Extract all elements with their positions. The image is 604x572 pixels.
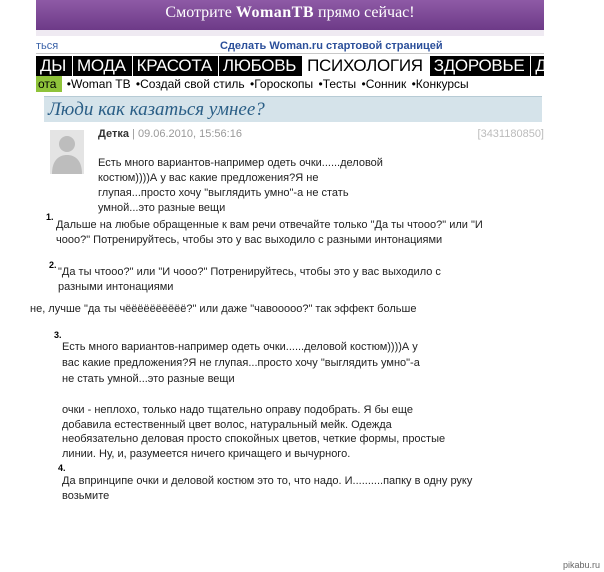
nav-item-psikhologiya[interactable]: ПСИХОЛОГИЯ bbox=[303, 56, 430, 76]
answer-text: Да впринципе очки и деловой костюм это то, что надо. И..........папку в одну руку возьмите bbox=[62, 475, 473, 502]
sub-nav: ота •Woman TB •Создай свой стиль •Гороскопы •Тесты •Сонник •Конкурсы bbox=[38, 77, 469, 91]
nav-item-moda[interactable]: МОДА bbox=[73, 56, 133, 76]
answer-text: Дальше на любые обращенные к вам речи отвечайте только "Да ты чтооо?" или "И чооо?" Потренируйтесь, чтобы это у вас выходило с разными интонациями bbox=[56, 219, 483, 246]
answer-number: 3. bbox=[54, 330, 62, 340]
subnav-item-woman-tv[interactable]: Woman TB bbox=[71, 77, 131, 91]
top-link-bar bbox=[36, 38, 544, 54]
subnav-item-style[interactable]: Создай свой стиль bbox=[140, 77, 245, 91]
answer-text: "Да ты чтооо?" или "И чооо?" Потренируйтесь, чтобы это у вас выходило с разными интонациями bbox=[58, 266, 441, 293]
answer-number: 4. bbox=[58, 463, 66, 473]
banner-post-text: прямо сейчас! bbox=[314, 4, 415, 21]
answer-text: не, лучше "да ты чёёёёёёёёёё?" или даже "чавооооо?" так эффект больше bbox=[30, 303, 417, 315]
meta-separator: | bbox=[132, 128, 135, 140]
subnav-item-horoscopes[interactable]: Гороскопы bbox=[254, 77, 314, 91]
post-author[interactable]: Детка bbox=[98, 128, 129, 140]
nav-item-partial-right[interactable]: ДЕ bbox=[531, 56, 564, 76]
nav-item-krasota[interactable]: КРАСОТА bbox=[133, 56, 219, 76]
subnav-item-dreambook[interactable]: Сонник bbox=[365, 77, 407, 91]
subnav-item-partial[interactable]: ота bbox=[36, 76, 62, 92]
woman-tv-banner[interactable] bbox=[36, 0, 544, 30]
subnav-item-tests[interactable]: Тесты bbox=[322, 77, 357, 91]
banner-shadow bbox=[36, 30, 544, 36]
answer-number: 2. bbox=[49, 260, 57, 270]
banner-brand: WomanTB bbox=[235, 4, 315, 21]
top-link-left[interactable]: ться bbox=[36, 40, 59, 52]
banner-pre-text: Смотрите bbox=[165, 4, 236, 21]
post-id: [3431180850] bbox=[477, 128, 544, 140]
nav-item-zdorovye[interactable]: ЗДОРОВЬЕ bbox=[430, 56, 532, 76]
nav-item-partial-left[interactable]: ДЫ bbox=[36, 56, 73, 76]
make-start-page-link[interactable]: Сделать Woman.ru стартовой страницей bbox=[220, 40, 443, 52]
thread-title-bar bbox=[44, 96, 542, 122]
answer-text: очки - неплохо, только надо тщательно оправу подобрать. Я бы еще добавила естественный цвет волос, натуральный мейк. Одежда необязательно деловая просто спокойных цветов, четкие формы, простые линии. Ну, и, разумеется ничего кричащего и вычурного. bbox=[62, 404, 446, 460]
main-nav bbox=[36, 56, 558, 76]
nav-item-lyubov[interactable]: ЛЮБОВЬ bbox=[219, 56, 303, 76]
thread-title: Люди как казаться умнее? bbox=[48, 99, 265, 120]
question-text: Есть много вариантов-например одеть очки......деловой костюм))))А у вас какие предложения?Я не глупая...просто хочу "выглядить умно"-а не стать умной...это разные вещи bbox=[98, 157, 383, 214]
watermark-pikabu: pikabu.ru bbox=[562, 560, 600, 570]
post-date: 09.06.2010, 15:56:16 bbox=[137, 128, 242, 140]
user-silhouette-icon bbox=[50, 130, 84, 174]
answer-text: Есть много вариантов-например одеть очки......деловой костюм))))А у вас какие предложения?Я не глупая...просто хочу "выглядить умно"-а не стать умной...это разные вещи bbox=[62, 341, 420, 385]
post-meta bbox=[98, 128, 544, 140]
answer-number: 1. bbox=[46, 212, 54, 222]
subnav-item-contests[interactable]: Конкурсы bbox=[415, 77, 469, 91]
avatar bbox=[50, 130, 84, 174]
